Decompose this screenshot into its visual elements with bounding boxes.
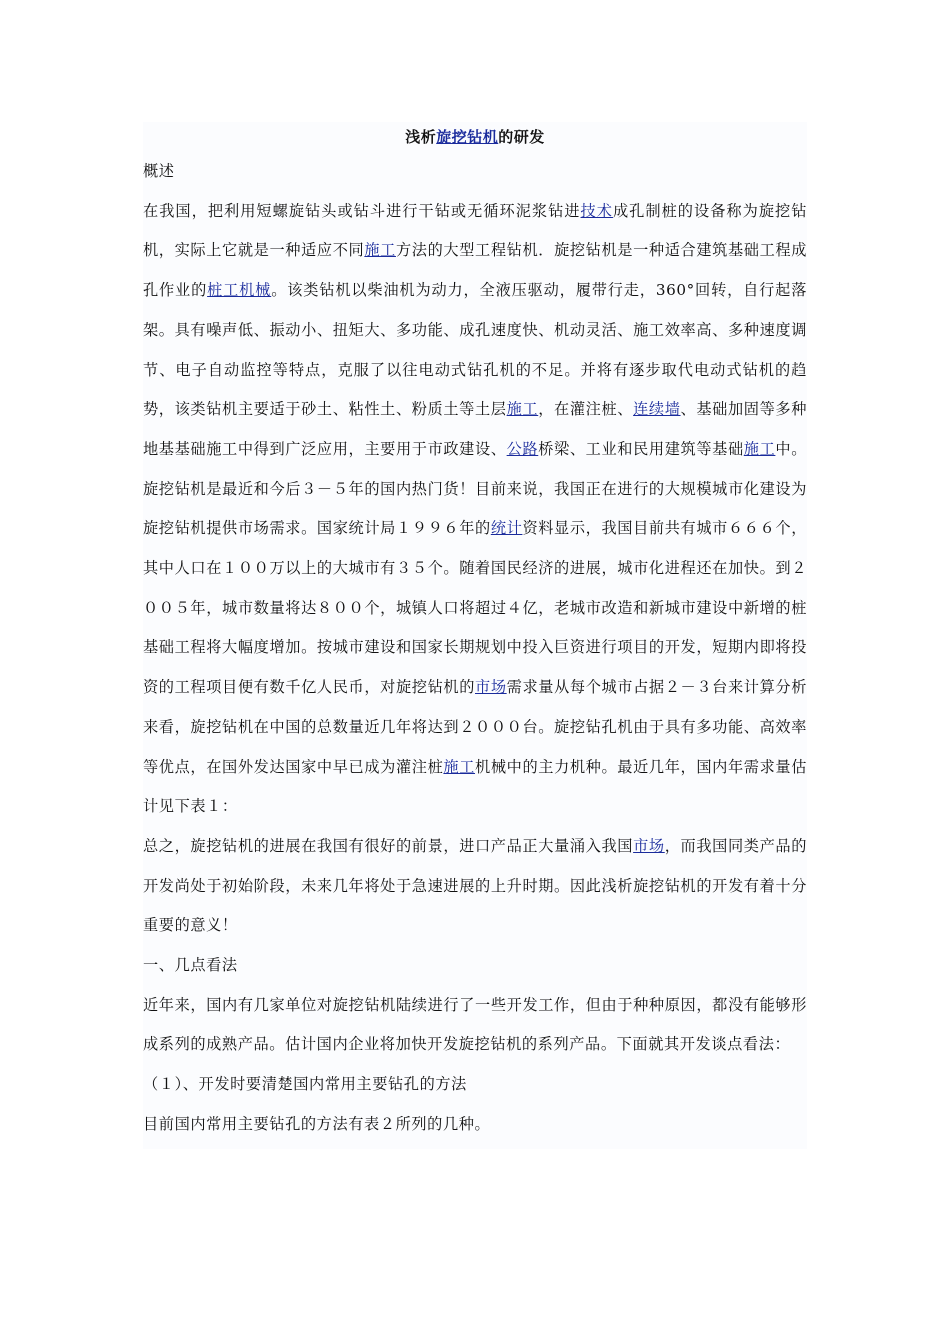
- article-body: [143, 122, 807, 1149]
- summary-paragraph: 总之，旋挖钻机的进展在我国有很好的前景，进口产品正大量涌入我国市场，而我国同类产品的开发尚处于初始阶段，未来几年将处于急速进展的上升时期。因此浅析旋挖钻机的开发有着十分重要的意义！: [143, 836, 807, 935]
- intro-paragraph: 在我国，把利用短螺旋钻头或钻斗进行干钻或无循环泥浆钻进技术成孔制桩的设备称为旋挖钻机，实际上它就是一种适应不同施工方法的大型工程钻机．旋挖钻机是一种适合建筑基础工程成孔作业的桩工机械。该类钻机以柴油机为动力，全液压驱动，履带行走，360°回转，自行起落架。具有噪声低、振动小、扭矩大、多功能、成孔速度快、机动灵活、施工效率高、多种速度调节、电子自动监控等特点，克服了以往电动式钻孔机的不足。并将有逐步取代电动式钻机的趋势，该类钻机主要适于砂土、粘性土、粉质土等土层施工，在灌注桩、连续墙、基础加固等多种地基基础施工中得到广泛应用，主要用于市政建设、公路桥梁、工业和民用建筑等基础施工中。旋挖钻机是最近和今后３－５年的国内热门货！目前来说，我国正在进行的大规模城市化建设为旋挖钻机提供市场需求。国家统计局１９９６年的统计资料显示，我国目前共有城市６６６个，其中人口在１００万以上的大城市有３５个。随着国民经济的进展，城市化进程还在加快。到２００５年，城市数量将达８００个，城镇人口将超过４亿，老城市改造和新城市建设中新增的桩基础工程将大幅度增加。按城市建设和国家长期规划中投入巨资进行项目的开发，短期内即将投资的工程项目便有数千亿人民币，对旋挖钻机的市场需求量从每个城市占据２－３台来计算分析来看，旋挖钻机在中国的总数量近几年将达到２０００台。旋挖钻孔机由于具有多功能、高效率等优点，在国外发达国家中早已成为灌注桩施工机械中的主力机种。最近几年，国内年需求量估计见下表１：: [143, 201, 808, 816]
- link-lianxuqiang[interactable]: 连续墙: [633, 400, 681, 419]
- subsection-1-heading: （１）、开发时要清楚国内常用主要钻孔的方法: [143, 1075, 467, 1094]
- link-jishu[interactable]: 技术: [580, 201, 613, 220]
- title-link[interactable]: 旋挖钻机: [436, 128, 499, 146]
- link-shigong-2[interactable]: 施工: [506, 400, 539, 419]
- section-1-paragraph: 近年来，国内有几家单位对旋挖钻机陆续进行了一些开发工作，但由于种种原因，都没有能够形成系列的成熟产品。估计国内企业将加快开发旋挖钻机的系列产品。下面就其开发谈点看法：: [143, 995, 807, 1054]
- link-shichang-1[interactable]: 市场: [475, 678, 507, 697]
- link-gonglu[interactable]: 公路: [506, 439, 539, 458]
- overview-heading: 概述: [143, 162, 175, 180]
- link-shigong-4[interactable]: 施工: [443, 757, 476, 776]
- section-1-heading: 一、几点看法: [143, 956, 238, 975]
- subsection-1-paragraph: 目前国内常用主要钻孔的方法有表２所列的几种。: [143, 1114, 491, 1133]
- link-tongji[interactable]: 统计: [490, 519, 523, 538]
- link-zhuanggong-jixie[interactable]: 桩工机械: [207, 281, 272, 300]
- link-shigong-1[interactable]: 施工: [364, 241, 396, 260]
- link-shichang-2[interactable]: 市场: [633, 836, 665, 855]
- link-shigong-3[interactable]: 施工: [743, 439, 776, 458]
- article-title: 浅析旋挖钻机的研发: [405, 128, 545, 146]
